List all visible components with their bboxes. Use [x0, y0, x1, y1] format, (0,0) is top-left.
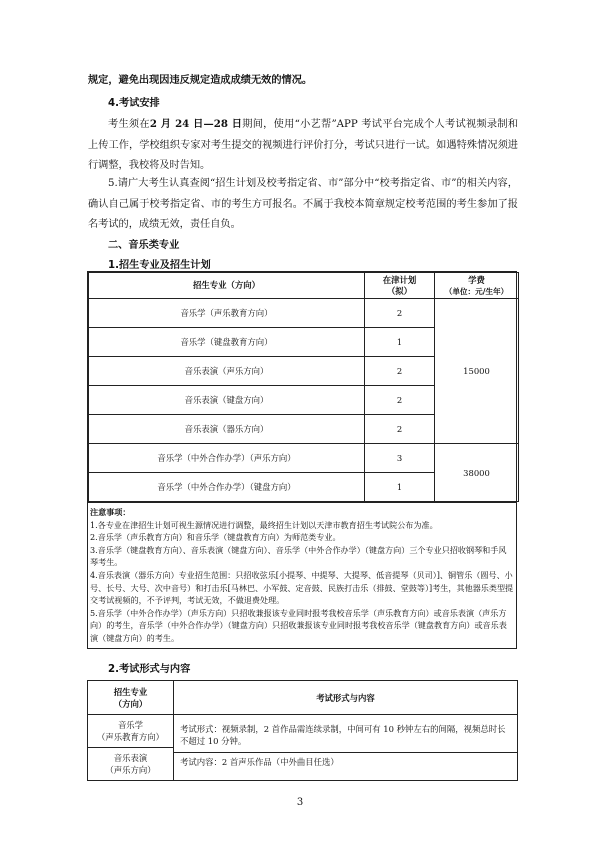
exam-content-text: 考试内容：2 首声乐作品（中外曲目任选） — [180, 757, 339, 767]
exam-header-row — [88, 681, 518, 715]
plan-count-cell: 3 — [365, 444, 435, 473]
plan-count-cell: 2 — [365, 386, 435, 415]
plan-row — [89, 444, 519, 473]
plan-major-cell: 音乐学（键盘教育方向） — [89, 328, 365, 357]
exam-header-content: 考试形式与内容 — [174, 681, 518, 715]
plan-header-fee-line2: （单位：元/生年） — [444, 286, 509, 296]
part2-heading: 二、音乐类专业 — [108, 240, 180, 251]
rule-text — [88, 70, 518, 91]
plan-major-cell: 音乐表演（键盘方向） — [89, 386, 365, 415]
exam-content-cell — [174, 715, 518, 781]
plan-header-major: 招生专业（方向） — [89, 273, 365, 299]
plan-header-plan-line1: 在津计划 — [382, 274, 417, 285]
section4-text-a: 考生须在 — [108, 119, 150, 130]
exam-subheading: 2.考试形式与内容 — [108, 664, 191, 675]
section4-text-b: 期间，使用“小艺帮”APP 考试平台完成个人考试视频录制和上传工作，学校组织专家对考生提交的视频进行评价打分，考试只进行一试。如遇特殊情况须进行调整，我校将及时告知。 — [88, 119, 519, 171]
notes-title: 注意事项： — [90, 507, 131, 517]
exam-table — [87, 680, 517, 781]
plan-fee-cell: 38000 — [435, 444, 519, 502]
section5-paragraph: 5.请广大考生认真查阅“招生计划及校考指定省、市”部分中“校考指定省、市”的相关内容，确认自己属于校考指定省、市的考生方可报名。不属于我校本简章规定校考范围的考生参加了报名考试的，成绩无效，责任自负。 — [88, 178, 518, 230]
plan-header-fee-line1: 学费 — [468, 274, 485, 285]
exam-row — [88, 715, 518, 748]
note-item: 3.音乐学（键盘教育方向）、音乐表演（键盘方向）、音乐学（中外合作办学）（键盘方向）三个专业只招收钢琴和手风琴考生。 — [90, 544, 507, 568]
plan-count-cell: 1 — [365, 473, 435, 502]
exam-major-line2: （声乐教育方向） — [97, 732, 164, 742]
plan-count-cell: 1 — [365, 328, 435, 357]
plan-count-cell: 2 — [365, 415, 435, 444]
plan-major-cell: 音乐学（中外合作办学）（声乐方向） — [89, 444, 365, 473]
section4-heading: 4.考试安排 — [108, 98, 160, 109]
exam-major-line1: 音乐表演 — [113, 753, 148, 763]
exam-header-major-line2: （方向） — [113, 698, 148, 709]
exam-header-major — [88, 681, 174, 715]
exam-major-cell — [88, 748, 174, 781]
exam-major-line1: 音乐学 — [117, 720, 144, 730]
plan-count-cell: 2 — [365, 357, 435, 386]
exam-form-text: 考试形式：视频录制，2 首作品需连续录制，中间可有 10 秒钟左右的间隔，视频总时长不超过 10 分钟。 — [174, 717, 517, 753]
plan-major-cell: 音乐学（中外合作办学）（键盘方向） — [89, 473, 365, 502]
note-item: 5.音乐学（中外合作办学）（声乐方向）只招收兼报该专业同时报考我校音乐学（声乐教育方向）或音乐表演（声乐方向）的考生，音乐学（中外合作办学）（键盘方向）只招收兼报该专业同时报考我校音乐学（键盘教育方向）或音乐表演（键盘方向）的考生。 — [90, 607, 507, 643]
plan-major-cell: 音乐表演（声乐方向） — [89, 357, 365, 386]
section4-paragraph — [88, 114, 518, 177]
plan-major-cell: 音乐表演（器乐方向） — [89, 415, 365, 444]
plan-header-plan-line2: （拟） — [386, 285, 413, 296]
plan-header-fee — [435, 273, 519, 299]
page-number: 3 — [296, 797, 304, 808]
plan-row — [89, 299, 519, 328]
note-item: 2.音乐学（声乐教育方向）和音乐学（键盘教育方向）为师范类专业。 — [90, 532, 341, 543]
exam-header-major-line1: 招生专业 — [113, 686, 148, 697]
rule-text-content: 规定，避免出现因违反规定造成成绩无效的情况。 — [88, 74, 313, 86]
plan-notes — [88, 502, 516, 648]
exam-major-cell — [88, 715, 174, 748]
plan-major-cell: 音乐学（声乐教育方向） — [89, 299, 365, 328]
plan-table — [87, 271, 517, 649]
plan-header-row — [89, 273, 519, 299]
plan-count-cell: 2 — [365, 299, 435, 328]
plan-subheading: 1.招生专业及招生计划 — [108, 260, 211, 271]
section4-date: 2 月 24 日—28 日 — [149, 118, 243, 130]
note-item: 4.音乐表演（器乐方向）专业招生范围：只招收弦乐[小提琴、中提琴、大提琴、低音提琴（贝司）]、铜管乐（圆号、小号、长号、大号、次中音号）和打击乐[马林巴、小军鼓、定音鼓、民族打击乐（排鼓、堂鼓等）]考生，其他器乐类型提交考试视频的，不予评判，考试无效，不做退费处理。 — [90, 569, 514, 606]
plan-fee-cell: 15000 — [435, 299, 519, 444]
exam-major-line2: （声乐方向） — [105, 765, 156, 775]
note-item: 1.各专业在津招生计划可视生源情况进行调整，最终招生计划以天津市教育招生考试院公布为准。 — [90, 519, 438, 530]
plan-header-plan — [365, 273, 435, 299]
